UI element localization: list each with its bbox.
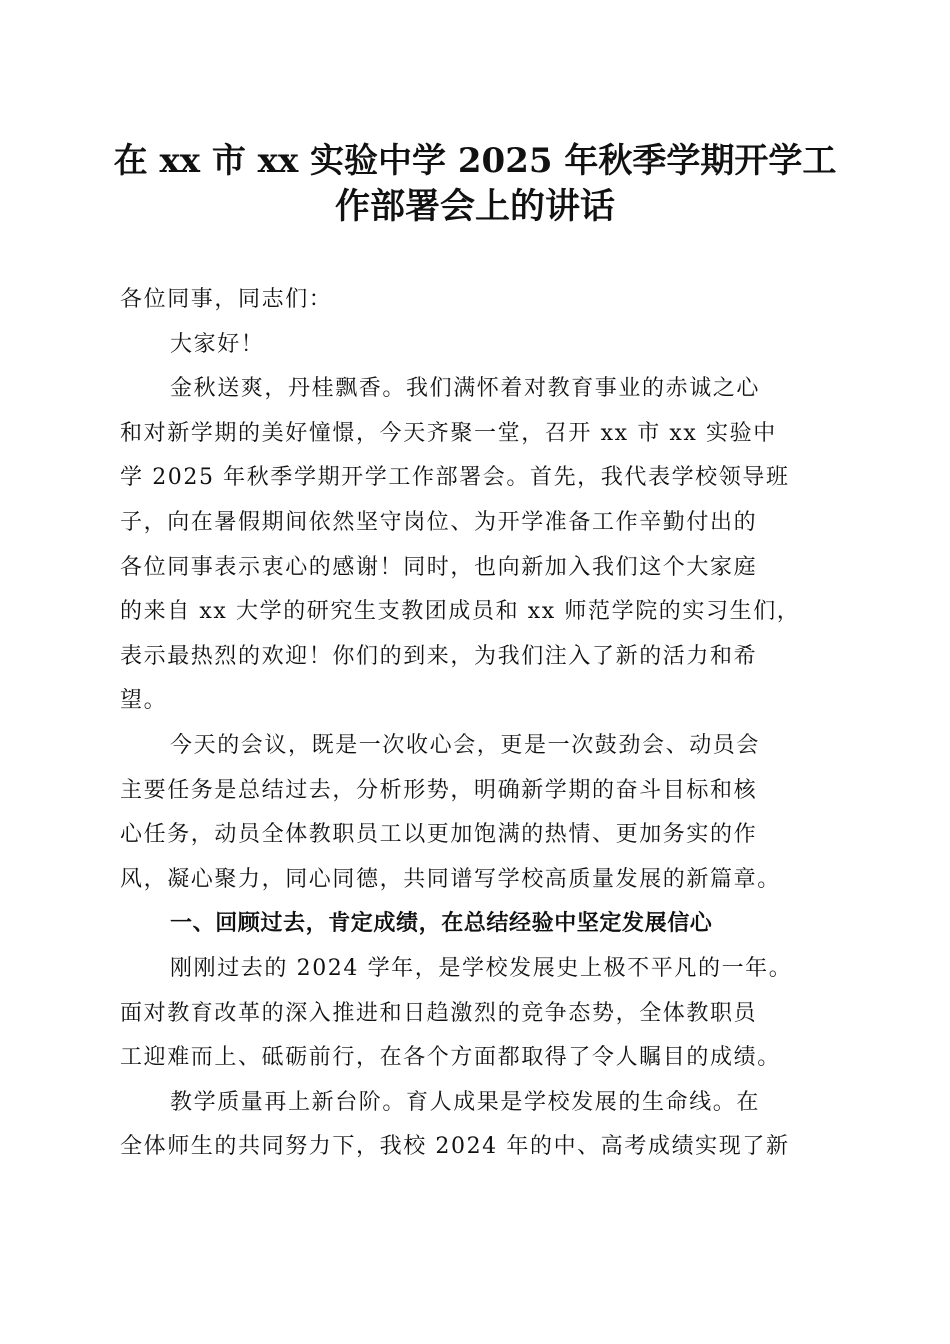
greeting: 大家好！: [170, 331, 265, 357]
paragraph-line: 望。: [120, 688, 168, 714]
paragraph-line: 刚刚过去的 2024 学年，是学校发展史上极不平凡的一年。: [170, 955, 793, 981]
salutation: 各位同事，同志们：: [120, 287, 333, 312]
paragraph-line: 心任务，动员全体教职员工以更加饱满的热情、更加务实的作: [120, 822, 758, 848]
paragraph-line: 学 2025 年秋季学期开学工作部署会。首先，我代表学校领导班: [120, 465, 790, 491]
paragraph-line: 的来自 xx 大学的研究生支教团成员和 xx 师范学院的实习生们，: [120, 599, 801, 625]
document-body: [120, 278, 832, 1170]
title-line-2: 作部署会上的讲话: [334, 186, 615, 227]
section-heading: 一、回顾过去，肯定成绩，在总结经验中坚定发展信心: [170, 911, 713, 937]
paragraph-line: 表示最热烈的欢迎！你们的到来，为我们注入了新的活力和希: [120, 643, 758, 669]
paragraph-line: 各位同事表示衷心的感谢！同时，也向新加入我们这个大家庭: [120, 554, 758, 580]
document-title: [110, 138, 840, 230]
paragraph-line: 今天的会议，既是一次收心会，更是一次鼓劲会、动员会: [170, 732, 761, 758]
paragraph-line: 教学质量再上新台阶。育人成果是学校发展的生命线。在: [170, 1089, 761, 1115]
paragraph-line: 全体师生的共同努力下，我校 2024 年的中、高考成绩实现了新: [120, 1134, 790, 1160]
paragraph-line: 面对教育改革的深入推进和日趋激烈的竞争态势，全体教职员: [120, 1000, 758, 1026]
paragraph-line: 金秋送爽，丹桂飘香。我们满怀着对教育事业的赤诚之心: [170, 376, 761, 402]
paragraph-line: 工迎难而上、砥砺前行，在各个方面都取得了令人瞩目的成绩。: [120, 1045, 781, 1071]
paragraph-line: 主要任务是总结过去，分析形势，明确新学期的奋斗目标和核: [120, 777, 758, 803]
title-line-1: 在 xx 市 xx 实验中学 2025 年秋季学期开学工: [113, 141, 837, 181]
paragraph-line: 子，向在暑假期间依然坚守岗位、为开学准备工作辛勤付出的: [120, 509, 758, 535]
paragraph-line: 和对新学期的美好憧憬，今天齐聚一堂，召开 xx 市 xx 实验中: [120, 420, 777, 446]
paragraph-line: 风，凝心聚力，同心同德，共同谱写学校高质量发展的新篇章。: [120, 866, 781, 892]
